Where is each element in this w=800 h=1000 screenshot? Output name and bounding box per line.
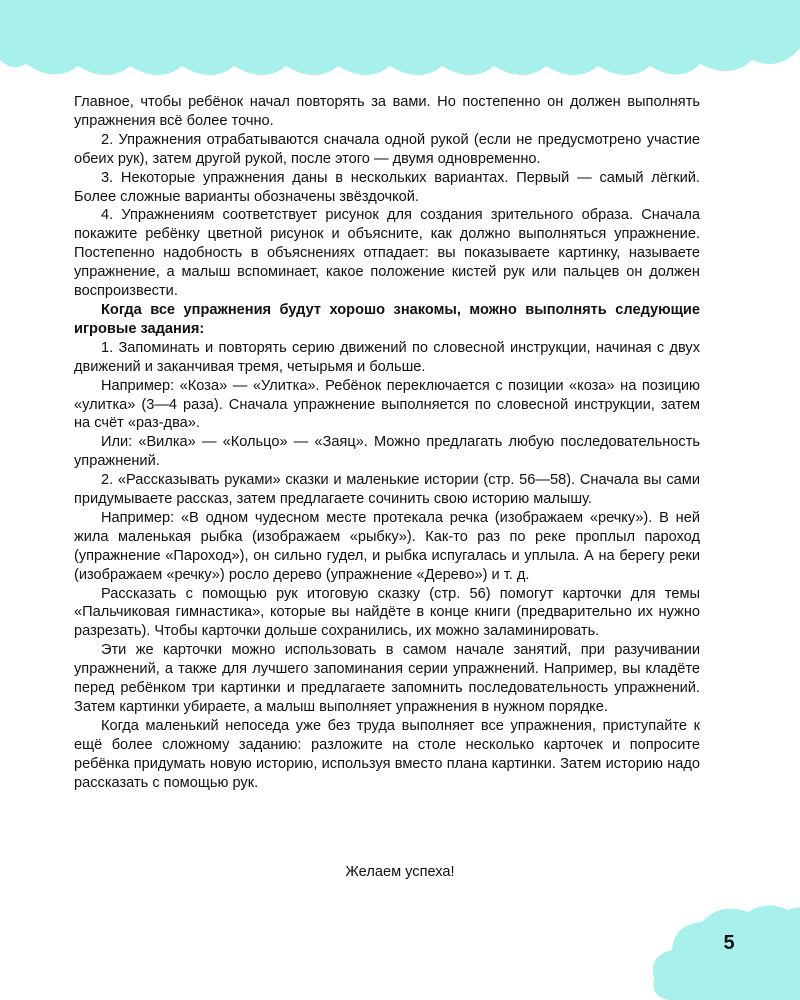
paragraph: Главное, чтобы ребёнок начал повторять за вами. Но постепенно он должен выполнять упражнения всё более точно.: [74, 94, 700, 129]
closing-wish: Желаем успеха!: [345, 864, 455, 880]
paragraph: Эти же карточки можно использовать в самом начале занятий, при разучивании упражнений, а также для лучшего запоминания серии упражнений. Например, вы кладёте перед ребёнком три картинки и предлагаете запомнить последовательность упражнений. Затем картинки убираете, а малыш выполняет упражнения в нужном порядке.: [74, 642, 700, 715]
body-text: [74, 93, 700, 793]
paragraph: 2. Упражнения отрабатываются сначала одной рукой (если не предусмотрено участие обеих рук), затем другой рукой, после этого — двумя одновременно.: [74, 131, 700, 167]
paragraph: Например: «В одном чудесном месте протекала речка (изображаем «речку»). В ней жила маленькая рыбка (изображаем «рыбку»). Как-то раз по реке проплыл пароход (упражнение «Пароход»), он сильно гудел, и рыбка испугалась и уплыла. А на берегу реки (изображаем «речку») росло дерево (упражнение «Дерево») и т. д.: [74, 509, 700, 583]
top-cloud-decoration: [0, 0, 800, 80]
section-heading: Когда все упражнения будут хорошо знакомы, можно выполнять следующие игровые задания:: [74, 301, 700, 337]
paragraph: Рассказать с помощью рук итоговую сказку (стр. 56) помогут карточки для темы «Пальчиковая гимнастика», которые вы найдёте в конце книги (предварительно их нужно разрезать). Чтобы карточки дольше сохранились, их можно заламинировать.: [74, 585, 700, 640]
page-number: 5: [723, 932, 735, 954]
paragraph: 3. Некоторые упражнения даны в нескольких вариантах. Первый — самый лёгкий. Более сложные варианты обозначены звёздочкой.: [74, 169, 700, 205]
paragraph: 2. «Рассказывать руками» сказки и маленькие истории (стр. 56—58). Сначала вы сами придумываете рассказ, затем предлагаете сочинить свою историю малышу.: [74, 472, 700, 508]
paragraph: 1. Запоминать и повторять серию движений по словесной инструкции, начиная с двух движений и заканчивая тремя, четырьмя и больше.: [74, 339, 700, 375]
paragraph: Или: «Вилка» — «Кольцо» — «Заяц». Можно предлагать любую последовательность упражнений.: [74, 434, 700, 470]
paragraph: Например: «Коза» — «Улитка». Ребёнок переключается с позиции «коза» на позицию «улитка» (3—4 раза). Сначала упражнение выполняется по словесной инструкции, затем на счёт «раз-два».: [74, 377, 700, 432]
paragraph: Когда маленький непоседа уже без труда выполняет все упражнения, приступайте к ещё более сложному заданию: разложите на столе несколько карточек и попросите ребёнка придумать новую историю, используя вместо плана картинки. Затем историю надо рассказать с помощью рук.: [74, 717, 700, 791]
paragraph: 4. Упражнениям соответствует рисунок для создания зрительного образа. Сначала покажите ребёнку цветной рисунок и объясните, как должно выполняться упражнение. Постепенно надобность в объяснениях отпадает: вы показываете картинку, называете упражнение, а малыш вспоминает, какое положение кистей рук или пальцев он должен воспроизвести.: [74, 207, 700, 300]
